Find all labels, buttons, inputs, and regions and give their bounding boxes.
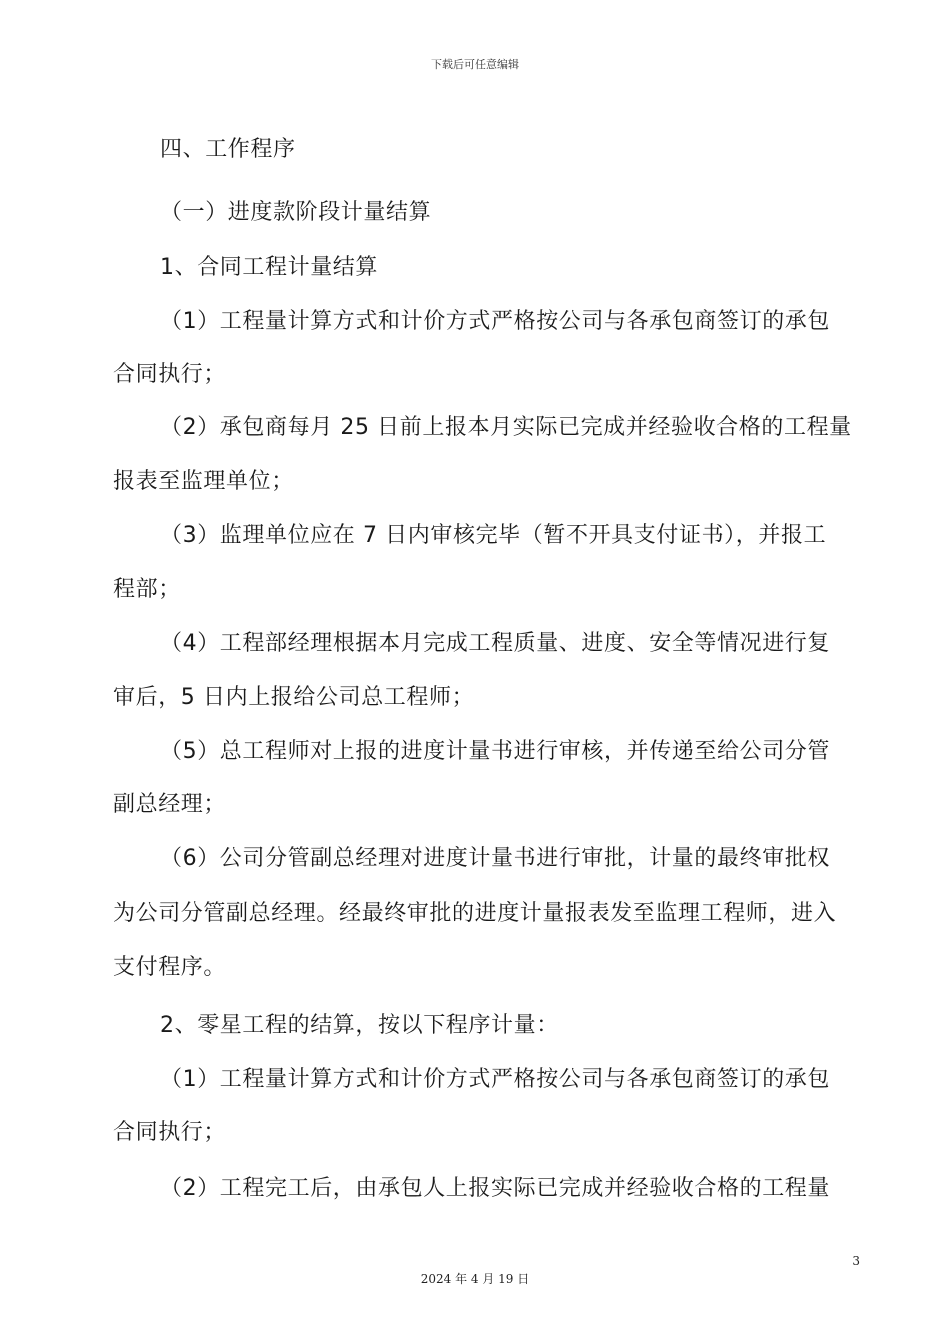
section-heading: 四、工作程序 (160, 137, 296, 162)
paragraph-line: （6）公司分管副总经理对进度计量书进行审批，计量的最终审批权 (160, 846, 830, 871)
paragraph-line: 支付程序。 (113, 955, 227, 980)
item-heading: 1、合同工程计量结算 (160, 255, 378, 280)
paragraph-line: （1）工程量计算方式和计价方式严格按公司与各承包商签订的承包 (160, 309, 830, 334)
paragraph-line: 报表至监理单位； (113, 469, 294, 494)
paragraph-line: （4）工程部经理根据本月完成工程质量、进度、安全等情况进行复 (160, 631, 830, 656)
paragraph-line: 程部； (113, 577, 181, 602)
paragraph-line: （5）总工程师对上报的进度计量书进行审核，并传递至给公司分管 (160, 739, 830, 764)
paragraph-line: （2）工程完工后，由承包人上报实际已完成并经验收合格的工程量 (160, 1176, 830, 1201)
page-number: 3 (852, 1254, 860, 1268)
subsection-heading: （一）进度款阶段计量结算 (160, 200, 432, 225)
item-heading: 2、零星工程的结算，按以下程序计量： (160, 1013, 559, 1038)
page-header-note: 下载后可任意编辑 (431, 58, 519, 71)
paragraph-line: 副总经理； (113, 792, 227, 817)
paragraph-line: （2）承包商每月 25 日前上报本月实际已完成并经验收合格的工程量 (160, 415, 852, 440)
paragraph-line: （3）监理单位应在 7 日内审核完毕（暂不开具支付证书），并报工 (160, 523, 827, 548)
paragraph-line: 合同执行； (113, 1120, 227, 1145)
paragraph-line: （1）工程量计算方式和计价方式严格按公司与各承包商签订的承包 (160, 1067, 830, 1092)
footer-date: 2024 年 4 月 19 日 (420, 1272, 530, 1286)
paragraph-line: 审后，5 日内上报给公司总工程师； (113, 685, 475, 710)
paragraph-line: 为公司分管副总经理。经最终审批的进度计量报表发至监理工程师，进入 (113, 901, 837, 926)
paragraph-line: 合同执行； (113, 362, 227, 387)
